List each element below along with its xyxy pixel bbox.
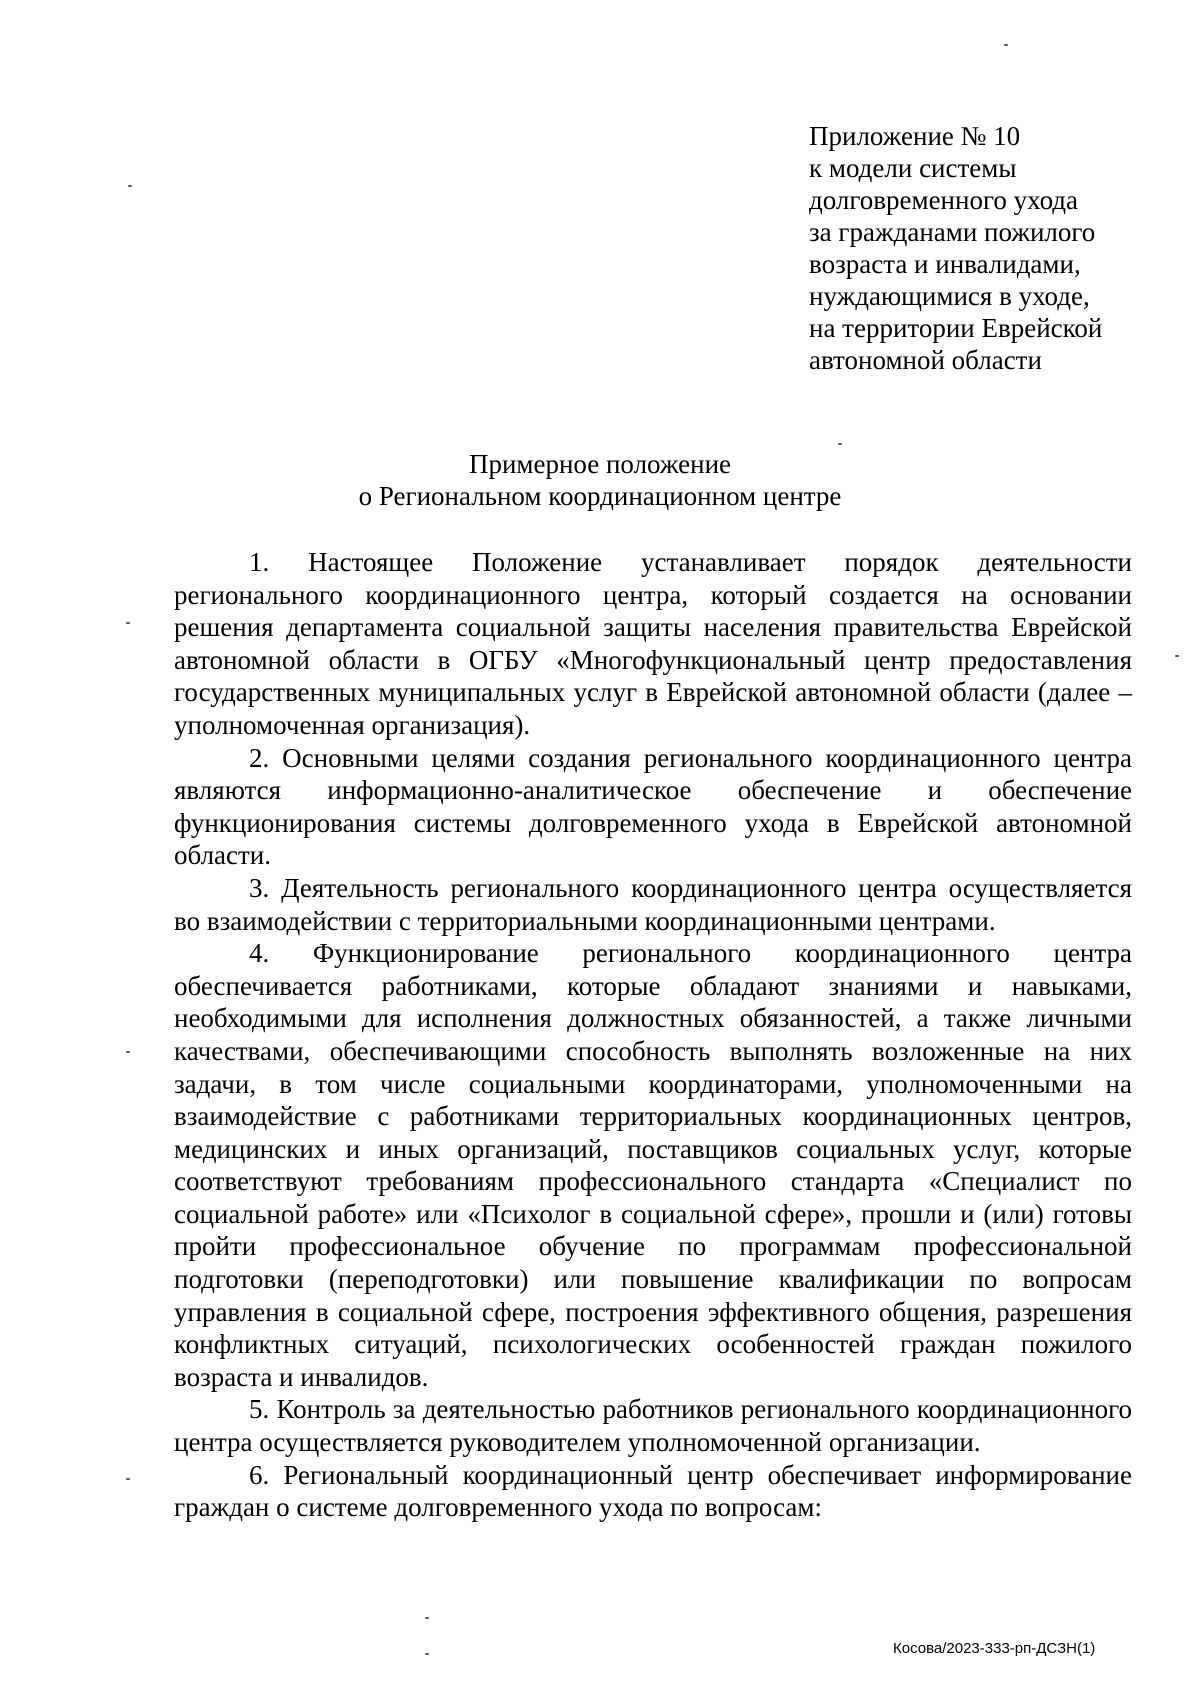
scan-speck [126, 622, 130, 624]
appendix-block [809, 120, 1149, 376]
scan-speck [128, 185, 132, 187]
appendix-line: автономной области [809, 345, 1042, 375]
scan-speck [126, 1051, 130, 1053]
paragraph-2: 2. Основными целями создания регионального координационного центра являются информационно-аналитическое обеспечение и обеспечение функционирования системы долговременного ухода в Еврейской автономной области. [174, 742, 1132, 871]
appendix-line: за гражданами пожилого [809, 217, 1096, 247]
appendix-line: на территории Еврейской [809, 313, 1103, 343]
scan-speck [838, 443, 842, 445]
document-code: Косова/2023-333-рп-ДСЗН(1) [893, 1640, 1096, 1657]
appendix-line: нуждающимися в уходе, [809, 281, 1090, 311]
paragraph-6: 6. Региональный координационный центр обеспечивает информирование граждан о системе долговременного ухода по вопросам: [174, 1459, 1132, 1523]
paragraph-3: 3. Деятельность регионального координационного центра осуществляется во взаимодействии с территориальными координационными центрами. [174, 872, 1132, 936]
scan-speck [1175, 655, 1179, 657]
scan-speck [126, 1478, 130, 1480]
paragraph-1: 1. Настоящее Положение устанавливает порядок деятельности регионального координационного центра, который создается на основании решения департамента социальной защиты населения правительства Еврейской автономной области в ОГБУ «Многофункциональный центр предоставления государственных муниципальных услуг в Еврейской автономной области (далее – уполномоченная организация). [174, 547, 1132, 740]
scan-speck [425, 1617, 429, 1619]
scan-speck [1004, 44, 1008, 46]
scan-speck [425, 1653, 429, 1655]
title-line-2: о Региональном координационном центре [358, 481, 842, 511]
appendix-line: возраста и инвалидами, [809, 249, 1081, 279]
paragraph-4: 4. Функционирование регионального координационного центра обеспечивается работниками, которые обладают знаниями и навыками, необходимыми для исполнения должностных обязанностей, а также личными качествами, обеспечивающими способность выполнять возложенные на них задачи, в том числе социальными координаторами, уполномоченными на взаимодействие с работниками территориальных координационных центров, медицинских и иных организаций, поставщиков социальных услуг, которые соответствуют требованиям профессионального стандарта «Специалист по социальной работе» или «Психолог в социальной сфере», прошли и (или) готовы пройти профессиональное обучение по программам профессиональной подготовки (переподготовки) или повышение квалификации по вопросам управления в социальной сфере, построения эффективного общения, разрешения конфликтных ситуаций, психологических особенностей граждан пожилого возраста и инвалидов. [174, 938, 1132, 1392]
paragraph-5: 5. Контроль за деятельностью работников регионального координационного центра осуществляется руководителем уполномоченной организации. [174, 1394, 1132, 1458]
document-body [174, 546, 1132, 1524]
appendix-line: долговременного ухода [809, 185, 1079, 215]
document-title [0, 448, 1200, 512]
title-line-1: Примерное положение [468, 449, 732, 479]
appendix-line: Приложение № 10 [809, 121, 1021, 151]
appendix-line: к модели системы [809, 153, 1017, 183]
